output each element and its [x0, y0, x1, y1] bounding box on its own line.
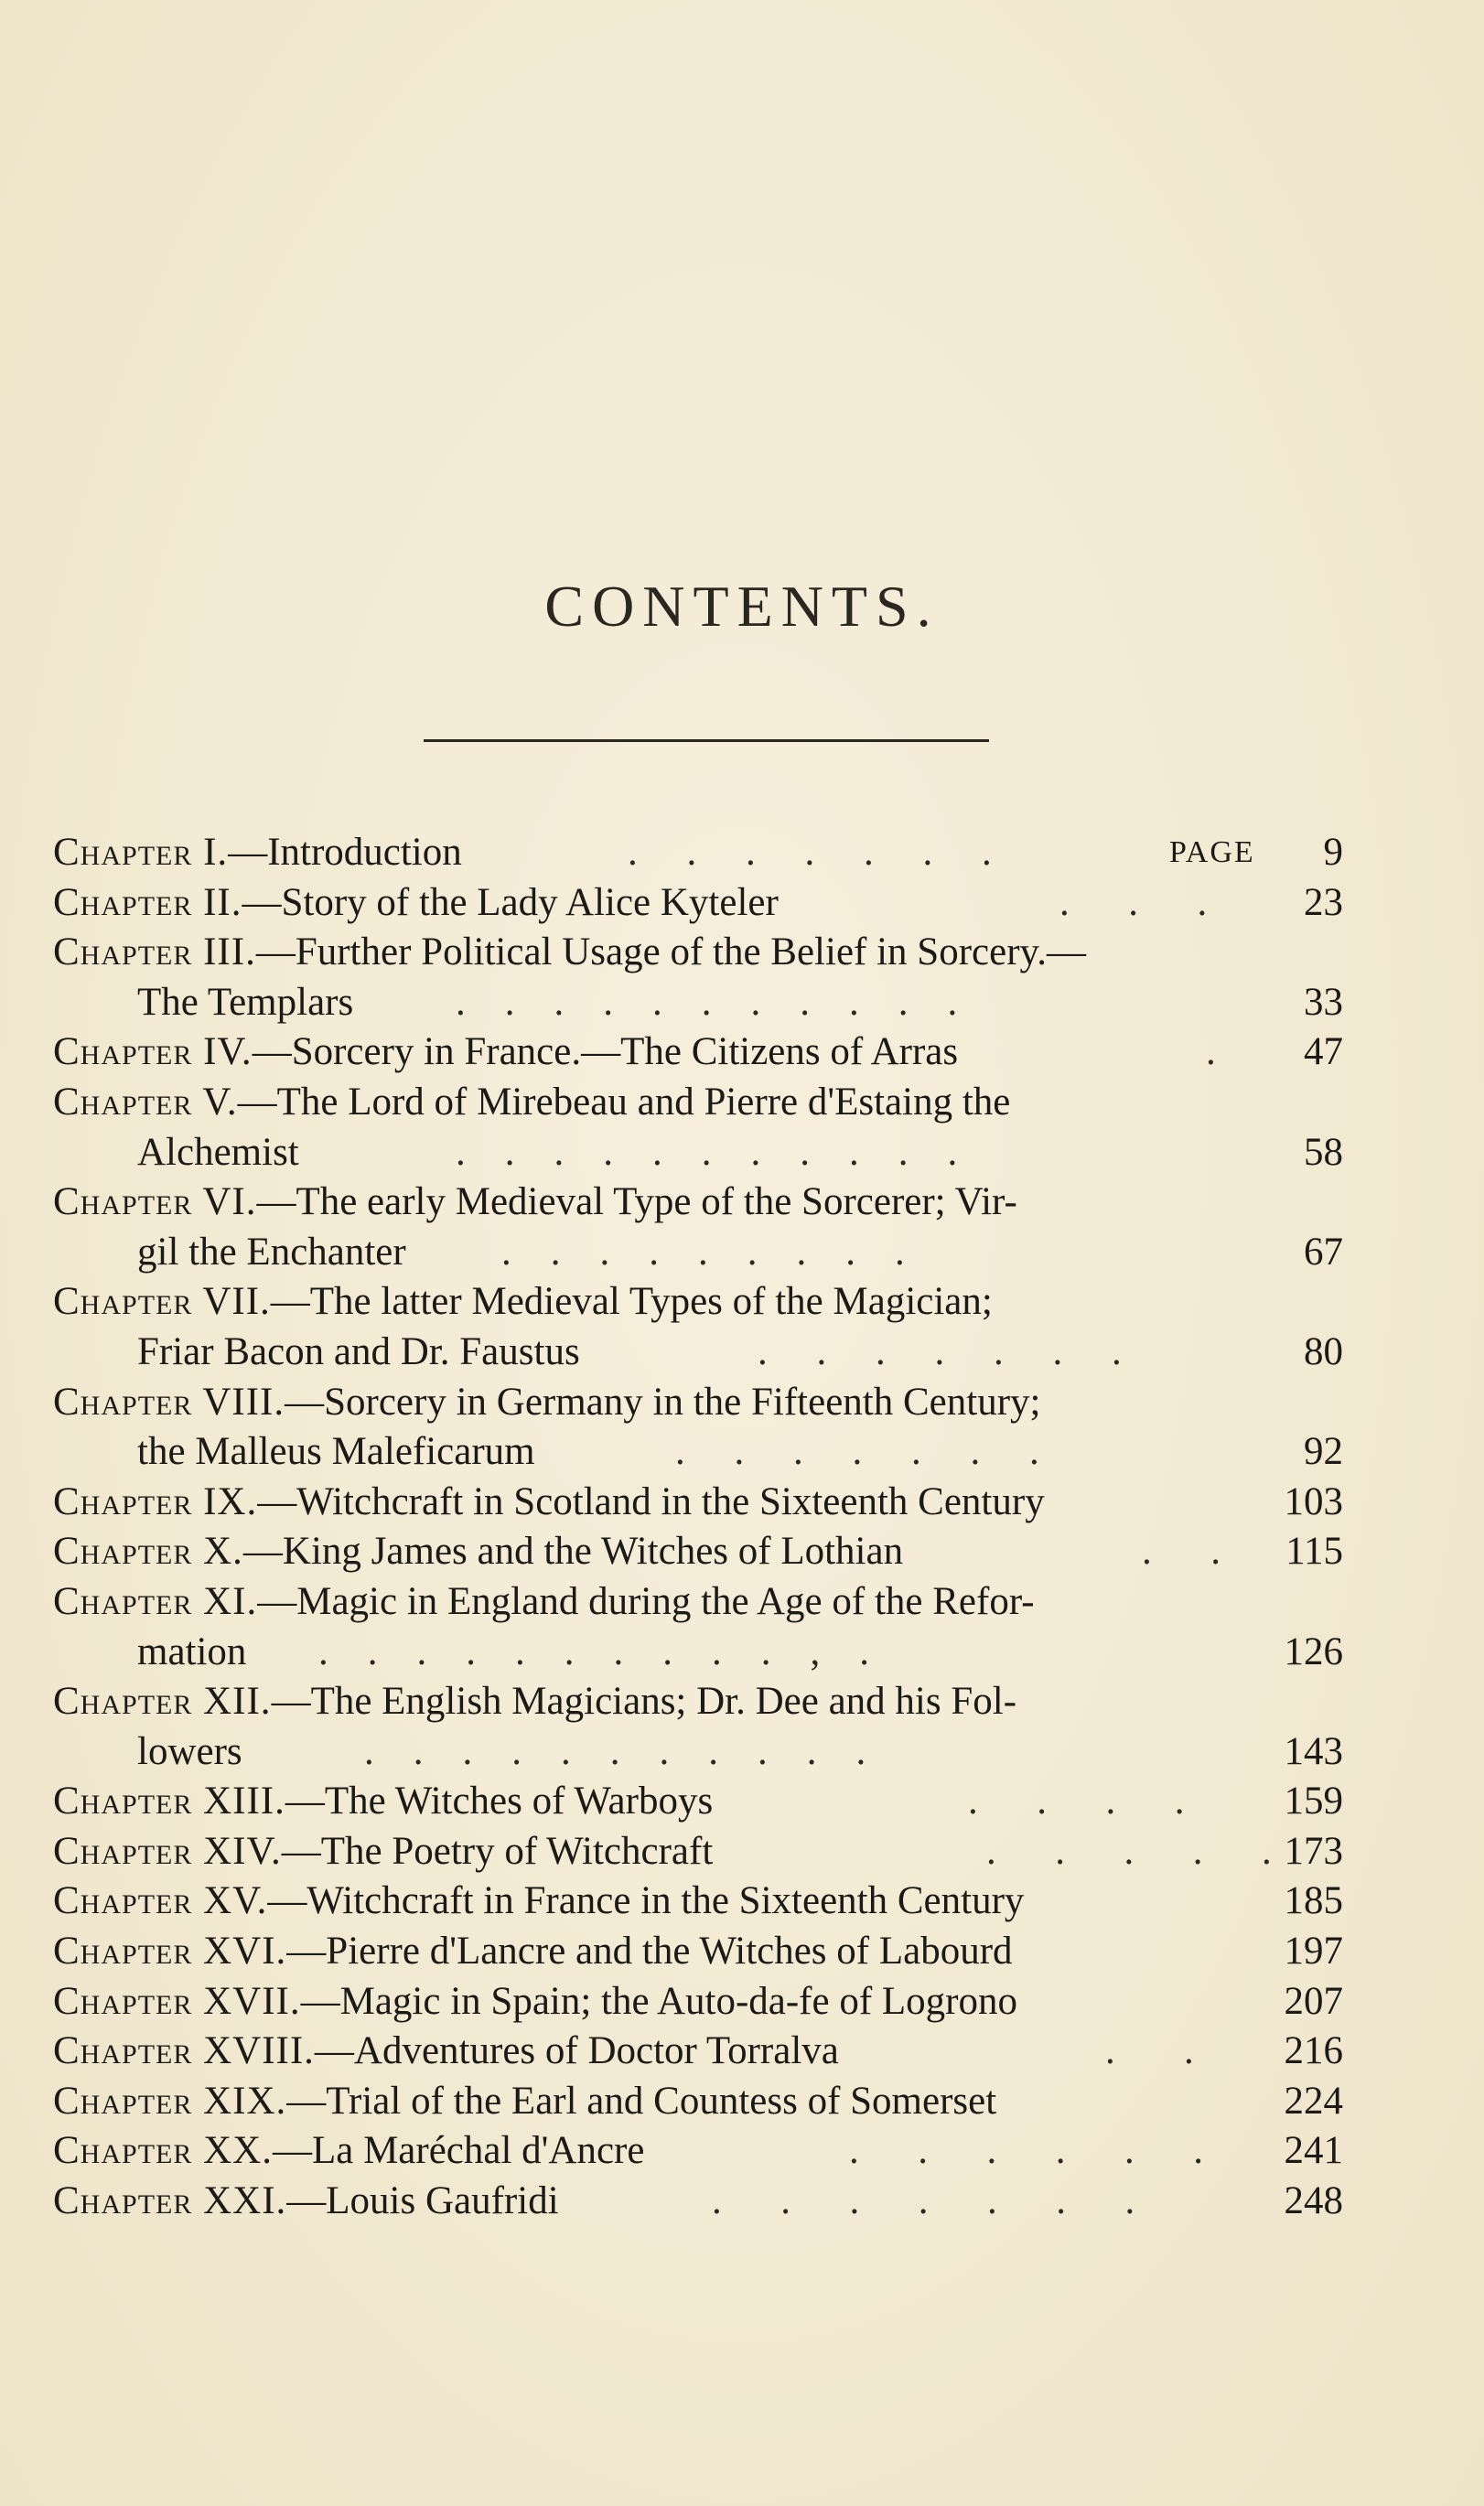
toc-entry[interactable] — [53, 1478, 1343, 1528]
chapter-label: Chapter XIX. — [53, 2079, 287, 2123]
chapter-title: —Trial of the Earl and Countess of Somerset — [286, 2079, 997, 2123]
chapter-label: Chapter VI. — [53, 1180, 257, 1224]
chapter-title: —Sorcery in Germany in the Fifteenth Century; — [285, 1380, 1041, 1424]
page-number: 224 — [1284, 2079, 1343, 2123]
chapter-title-continued: lowers — [137, 1729, 242, 1773]
chapter-title-continued: mation — [137, 1629, 247, 1673]
toc-entry[interactable] — [53, 1677, 1343, 1727]
chapter-title: —Sorcery in France.—The Citizens of Arras — [252, 1030, 959, 1074]
chapter-title-continued: The Templars — [137, 980, 354, 1024]
leader-dots: . . . . . . . — [712, 2179, 1135, 2223]
page-number: 67 — [1304, 1230, 1343, 1274]
leader-dots: . . . . . . . . . . . — [456, 980, 958, 1024]
leader-dots: . . . . . . — [849, 2129, 1203, 2173]
page-number: 115 — [1285, 1530, 1343, 1574]
chapter-title: —The English Magicians; Dr. Dee and his Fol- — [271, 1680, 1017, 1724]
chapter-label: Chapter VIII. — [53, 1380, 285, 1424]
chapter-label: Chapter XIV. — [53, 1829, 282, 1873]
chapter-title: —Pierre d'Lancre and the Witches of Labourd — [286, 1930, 1013, 1974]
leader-dots: . . . . . . . — [758, 1329, 1122, 1373]
table-of-contents — [53, 828, 1343, 2227]
toc-entry-continuation[interactable] — [53, 1228, 1343, 1278]
chapter-label: Chapter VII. — [53, 1280, 271, 1324]
chapter-title: —Story of the Lady Alice Kyteler — [242, 880, 779, 924]
toc-entry[interactable] — [53, 1027, 1343, 1078]
leader-dots: . . . — [1059, 880, 1208, 924]
page-number: 47 — [1304, 1030, 1343, 1074]
toc-entry[interactable] — [53, 2077, 1343, 2127]
page-number: 126 — [1284, 1629, 1343, 1673]
chapter-title: —The Poetry of Witchcraft — [281, 1829, 714, 1873]
page-number: 248 — [1284, 2179, 1343, 2223]
leader-dots: . . . . . . . . . . , . — [318, 1629, 869, 1673]
chapter-label: Chapter XX. — [53, 2129, 273, 2173]
leader-dots: . . . . . . . . . . . — [456, 1130, 958, 1174]
toc-entry-continuation[interactable] — [53, 1727, 1343, 1778]
page-label: PAGE — [1169, 835, 1255, 869]
toc-entry-continuation[interactable] — [53, 1128, 1343, 1178]
title-rule — [424, 739, 989, 742]
chapter-title: —Further Political Usage of the Belief in Sorcery.— — [255, 930, 1086, 974]
chapter-label: Chapter XVIII. — [53, 2029, 315, 2073]
page-title: CONTENTS. — [544, 574, 940, 639]
page-number: 159 — [1284, 1780, 1343, 1823]
leader-dots: . — [1206, 1030, 1216, 1074]
chapter-title-continued: Friar Bacon and Dr. Faustus — [137, 1329, 580, 1373]
chapter-label: Chapter II. — [53, 880, 242, 924]
page-number: 33 — [1304, 980, 1343, 1024]
page-number: 197 — [1284, 1930, 1343, 1974]
toc-entry[interactable] — [53, 828, 1343, 878]
chapter-title: —Witchcraft in France in the Sixteenth Century — [267, 1879, 1025, 1923]
leader-dots: . . — [1142, 1530, 1221, 1574]
toc-entry[interactable] — [53, 878, 1343, 929]
chapter-title-continued: the Malleus Maleficarum — [137, 1430, 535, 1474]
page-number: 23 — [1304, 880, 1343, 924]
toc-entry-continuation[interactable] — [53, 1328, 1343, 1378]
page-number: 58 — [1304, 1130, 1343, 1174]
toc-entry[interactable] — [53, 1378, 1343, 1428]
page-number: 185 — [1284, 1879, 1343, 1923]
chapter-label: Chapter III. — [53, 930, 256, 974]
chapter-label: Chapter XVII. — [53, 1979, 301, 2023]
page-number: 216 — [1284, 2029, 1343, 2073]
chapter-title: —La Maréchal d'Ancre — [272, 2129, 645, 2173]
leader-dots: . . . . . . . . . — [501, 1230, 905, 1274]
chapter-label: Chapter V. — [53, 1080, 238, 1124]
toc-entry[interactable] — [53, 928, 1343, 978]
toc-entry-continuation[interactable] — [53, 1628, 1343, 1678]
toc-entry-continuation[interactable] — [53, 1427, 1343, 1478]
chapter-title: —The latter Medieval Types of the Magician; — [270, 1280, 993, 1324]
chapter-title: —The Witches of Warboys — [285, 1780, 714, 1823]
chapter-title: —Louis Gaufridi — [286, 2179, 559, 2223]
page-number: 80 — [1304, 1329, 1343, 1373]
toc-entry-continuation[interactable] — [53, 978, 1343, 1028]
toc-entry[interactable] — [53, 2177, 1343, 2227]
leader-dots: . . . . . . . — [628, 831, 992, 874]
toc-entry[interactable] — [53, 2126, 1343, 2177]
toc-entry[interactable] — [53, 1827, 1343, 1877]
toc-entry[interactable] — [53, 2027, 1343, 2077]
chapter-label: Chapter XXI. — [53, 2179, 287, 2223]
chapter-label: Chapter IV. — [53, 1030, 253, 1074]
page-number: 92 — [1304, 1430, 1343, 1474]
toc-entry[interactable] — [53, 1527, 1343, 1577]
chapter-label: Chapter XI. — [53, 1579, 258, 1623]
toc-entry[interactable] — [53, 1078, 1343, 1128]
leader-dots: . . . . — [968, 1780, 1185, 1823]
leader-dots: . . . . . — [986, 1829, 1272, 1873]
chapter-label: Chapter X. — [53, 1530, 243, 1574]
chapter-title: —Witchcraft in Scotland in the Sixteenth Century — [257, 1479, 1045, 1523]
page-number: 173 — [1284, 1829, 1343, 1873]
chapter-title: —Introduction — [228, 831, 462, 874]
leader-dots: . . . . . . . . . . . — [364, 1729, 866, 1773]
page-number: 207 — [1284, 1979, 1343, 2023]
chapter-label: Chapter XV. — [53, 1879, 268, 1923]
page-number: 9 — [1323, 831, 1343, 874]
chapter-title: —Magic in England during the Age of the Refor- — [257, 1579, 1035, 1623]
leader-dots: . . — [1105, 2029, 1194, 2073]
chapter-title: —The Lord of Mirebeau and Pierre d'Estaing the — [237, 1080, 1011, 1124]
toc-entry[interactable] — [53, 1927, 1343, 1977]
chapter-title: —Adventures of Doctor Torralva — [314, 2029, 839, 2073]
chapter-label: Chapter XIII. — [53, 1780, 285, 1823]
chapter-label: Chapter XVI. — [53, 1930, 287, 1974]
page-number: 241 — [1284, 2129, 1343, 2173]
chapter-title: —Magic in Spain; the Auto-da-fe of Logrono — [300, 1979, 1017, 2023]
toc-entry[interactable] — [53, 1777, 1343, 1827]
toc-entry[interactable] — [53, 1577, 1343, 1628]
leader-dots: . . . . . . . — [675, 1430, 1039, 1474]
chapter-label: Chapter I. — [53, 831, 229, 874]
chapter-title-continued: gil the Enchanter — [137, 1230, 406, 1274]
toc-entry[interactable] — [53, 1877, 1343, 1927]
chapter-title: —The early Medieval Type of the Sorcerer; Vir- — [256, 1180, 1017, 1224]
chapter-title-continued: Alchemist — [137, 1130, 299, 1174]
toc-entry[interactable] — [53, 1178, 1343, 1228]
toc-entry[interactable] — [53, 1977, 1343, 2027]
chapter-label: Chapter IX. — [53, 1479, 258, 1523]
page-number: 103 — [1284, 1479, 1343, 1523]
page-number: 143 — [1284, 1729, 1343, 1773]
chapter-label: Chapter XII. — [53, 1680, 272, 1724]
toc-entry[interactable] — [53, 1277, 1343, 1328]
chapter-title: —King James and the Witches of Lothian — [242, 1530, 904, 1574]
